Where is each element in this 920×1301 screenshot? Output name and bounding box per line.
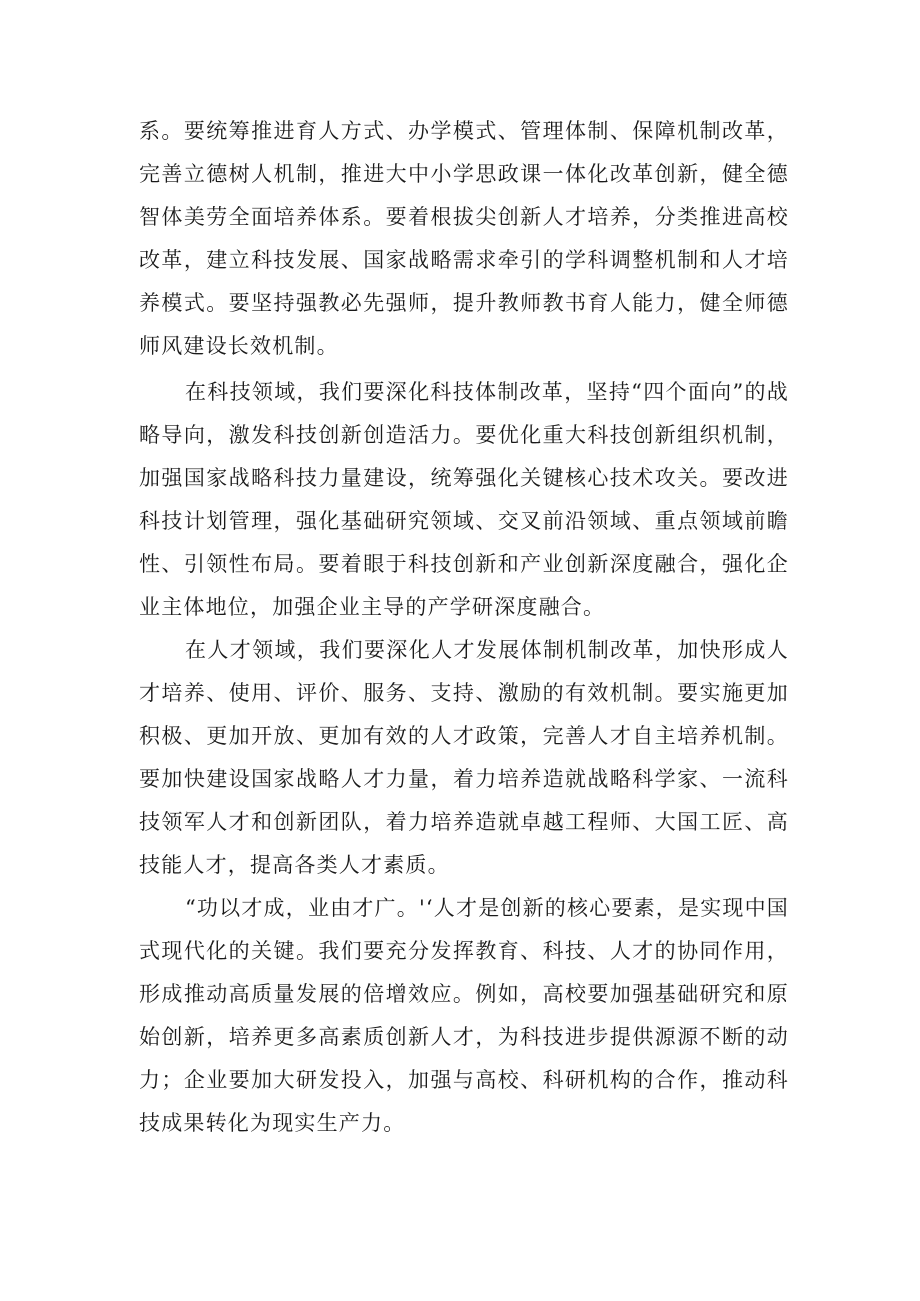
paragraph-education-reform: 系。要统筹推进育人方式、办学模式、管理体制、保障机制改革，完善立德树人机制，推进大中小学思政课一体化改革创新，健全德智体美劳全面培养体系。要着根拔尖创新人才培养，分类推进高校改革，建立科技发展、国家战略需求牵引的学科调整机制和人才培养模式。要坚持强教必先强师，提升教师教书育人能力，健全师德师风建设长效机制。 <box>139 119 789 358</box>
paragraph-talent: 在人才领域，我们要深化人才发展体制机制改革，加快形成人才培养、使用、评价、服务、支持、激励的有效机制。要实施更加积极、更加开放、更加有效的人才政策，完善人才自主培养机制。要加快建设国家战略人才力量，着力培养造就战略科学家、一流科技领军人才和创新团队，着力培养造就卓越工程师、大国工匠、高技能人才，提高各类人才素质。 <box>139 638 789 877</box>
paragraph-synergy: “功以才成，业由才广。'‘人才是创新的核心要素，是实现中国式现代化的关键。我们要充分发挥教育、科技、人才的协同作用，形成推动高质量发展的倍增效应。例如，高校要加强基础研究和原始创新，培养更多高素质创新人才，为科技进步提供源源不断的动力；企业要加大研发投入，加强与高校、科研机构的合作，推动科技成果转化为现实生产力。 <box>139 896 789 1135</box>
paragraph-technology: 在科技领域，我们要深化科技体制改革，坚持“四个面向”的战略导向，激发科技创新创造活力。要优化重大科技创新组织机制，加强国家战略科技力量建设，统筹强化关键核心技术攻关。要改进科技计划管理，强化基础研究领域、交叉前沿领域、重点领域前瞻性、引领性布局。要着眼于科技创新和产业创新深度融合，强化企业主体地位，加强企业主导的产学研深度融合。 <box>139 380 789 619</box>
